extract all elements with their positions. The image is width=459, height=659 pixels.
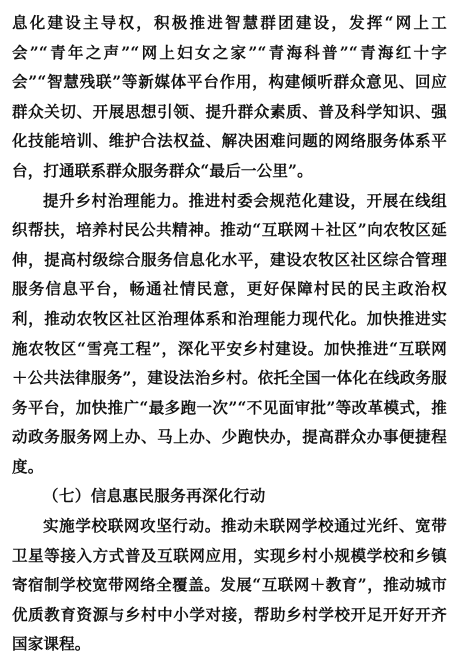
section-heading: （七）信息惠民服务再深化行动 [43,486,266,505]
paragraph-continued: 息化建设主导权，积极推进智慧群团建设，发挥“网上工会”“青年之声”“网上妇女之家”“青海科普”“青海红十字会”“智慧残联”等新媒体平台作用，构建倾听群众意见、回应群众关切、开展思想引领、提升群众素质、普及科学知识、强化技能培训、维护合法权益、解决困难问题的网络服务体系平台，打通联系群众服务群众“最后一公里”。 [12,13,447,180]
paragraph-school-network: 实施学校联网攻坚行动。推动未联网学校通过光纤、宽带卫星等接入方式普及互联网应用，实现乡村小规模学校和乡镇寄宿制学校宽带网络全覆盖。发展“互联网＋教育”，推动城市优质教育资源与乡村中小学对接，帮助乡村学校开足开好开齐国家课程。 [12,516,447,654]
paragraph-rural-governance: 提升乡村治理能力。推进村委会规范化建设，开展在线组织帮扶，培养村民公共精神。推动“互联网＋社区”向农牧区延伸，提高村级综合服务信息化水平，建设农牧区社区综合管理服务信息平台，畅通社情民意，更好保障村民的民主政治权利，推动农牧区社区治理体系和治理能力现代化。加快推进实施农牧区“雪亮工程”，深化平安乡村建设。加快推进“互联网＋公共法律服务”，建设法治乡村。依托全国一体化在线政务服务平台，加快推广“最多跑一次”“不见面审批”等改革模式，推动政务服务网上办、马上办、少跑快办，提高群众办事便捷程度。 [12,190,447,476]
